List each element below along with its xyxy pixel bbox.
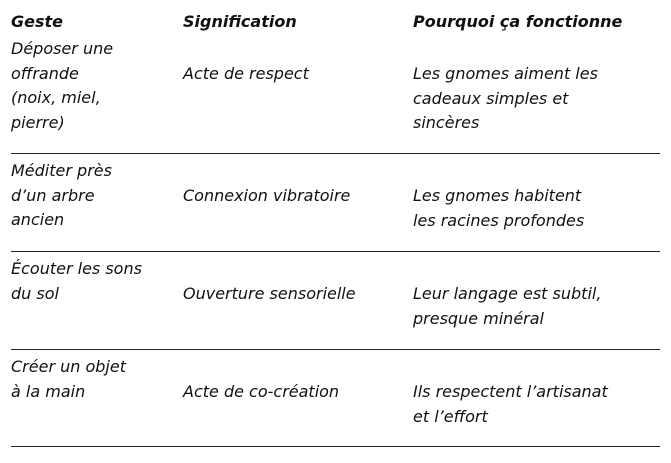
row-4-why: Ils respectent l’artisanat et l’effort (413, 382, 608, 426)
row-1-gesture: Déposer une offrande (noix, miel, pierre) (11, 39, 114, 132)
row-divider (11, 446, 660, 447)
header-gesture: Geste (11, 12, 64, 31)
row-3-gesture: Écouter les sons du sol (11, 259, 142, 303)
row-4-meaning: Acte de co-création (183, 382, 340, 401)
row-3-why: Leur langage est subtil, presque minéral (413, 284, 602, 328)
header-meaning: Signification (183, 12, 297, 31)
row-divider (11, 153, 660, 154)
row-divider (11, 349, 660, 350)
row-2-why: Les gnomes habitent les racines profondes (413, 186, 585, 230)
row-2-meaning: Connexion vibratoire (183, 186, 351, 205)
row-3-meaning: Ouverture sensorielle (183, 284, 356, 303)
row-1-why: Les gnomes aiment les cadeaux simples et sincères (413, 64, 598, 132)
header-why: Pourquoi ça fonctionne (413, 12, 623, 31)
row-2-gesture: Méditer près d’un arbre ancien (11, 161, 112, 229)
row-divider (11, 251, 660, 252)
row-1-meaning: Acte de respect (183, 64, 309, 83)
row-4-gesture: Créer un objet à la main (11, 357, 126, 401)
